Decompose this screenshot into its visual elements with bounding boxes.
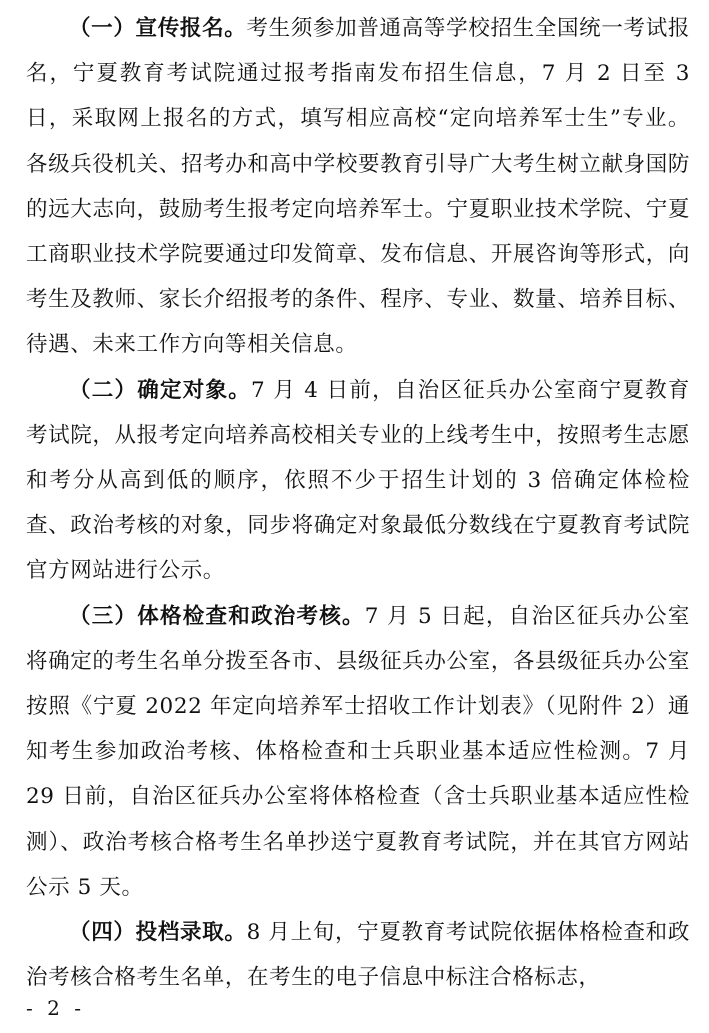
paragraph-determine-candidates bbox=[26, 368, 690, 594]
paragraph-publicity-registration bbox=[26, 6, 690, 368]
paragraph-physical-political-exam bbox=[26, 594, 690, 910]
paragraph-heading: （一）宣传报名。 bbox=[69, 16, 247, 41]
page-number: - 2 - bbox=[26, 996, 85, 1020]
paragraph-heading: （四）投档录取。 bbox=[69, 920, 247, 946]
paragraph-text: 考生须参加普通高等学校招生全国统一考试报名，宁夏教育考试院通过报考指南发布招生信息，7 月 2 日至 3 日，采取网上报名的方式，填写相应高校“定向培养军士生”专业。各级兵役机关、招考办和高中学校要教育引导广大考生树立献身国防的远大志向，鼓励考生报考定向培养军士。宁夏职业技术学院、宁夏工商职业技术学院要通过印发简章、发布信息、开展咨询等形式，向考生及教师、家长介绍报考的条件、程序、专业、数量、培养目标、待遇、未来工作方向等相关信息。 bbox=[26, 16, 690, 358]
paragraph-heading: （三）体格检查和政治考核。 bbox=[69, 603, 365, 629]
paragraph-admission bbox=[26, 910, 690, 1000]
paragraph-heading: （二）确定对象。 bbox=[69, 377, 252, 403]
paragraph-text: 7 月 5 日起，自治区征兵办公室将确定的考生名单分拨至各市、县级征兵办公室，各县级征兵办公室按照《宁夏 2022 年定向培养军士招收工作计划表》（见附件 2）通知考生参加政治考核、体格检查和士兵职业基本适应性检测。7 月 29 日前，自治区征兵办公室将体格检查（含士兵职业基本适应性检测）、政治考核合格考生名单抄送宁夏教育考试院，并在其官方网站公示 5 天。 bbox=[26, 603, 690, 900]
document-body bbox=[26, 0, 690, 1000]
paragraph-text: 7 月 4 日前，自治区征兵办公室商宁夏教育考试院，从报考定向培养高校相关专业的上线考生中，按照考生志愿和考分从高到低的顺序，依照不少于招生计划的 3 倍确定体检检查、政治考核的对象，同步将确定对象最低分数线在宁夏教育考试院官方网站进行公示。 bbox=[26, 377, 690, 584]
paragraph-text: 8 月上旬，宁夏教育考试院依据体格检查和政治考核合格考生名单，在考生的电子信息中标注合格标志， bbox=[26, 920, 690, 991]
